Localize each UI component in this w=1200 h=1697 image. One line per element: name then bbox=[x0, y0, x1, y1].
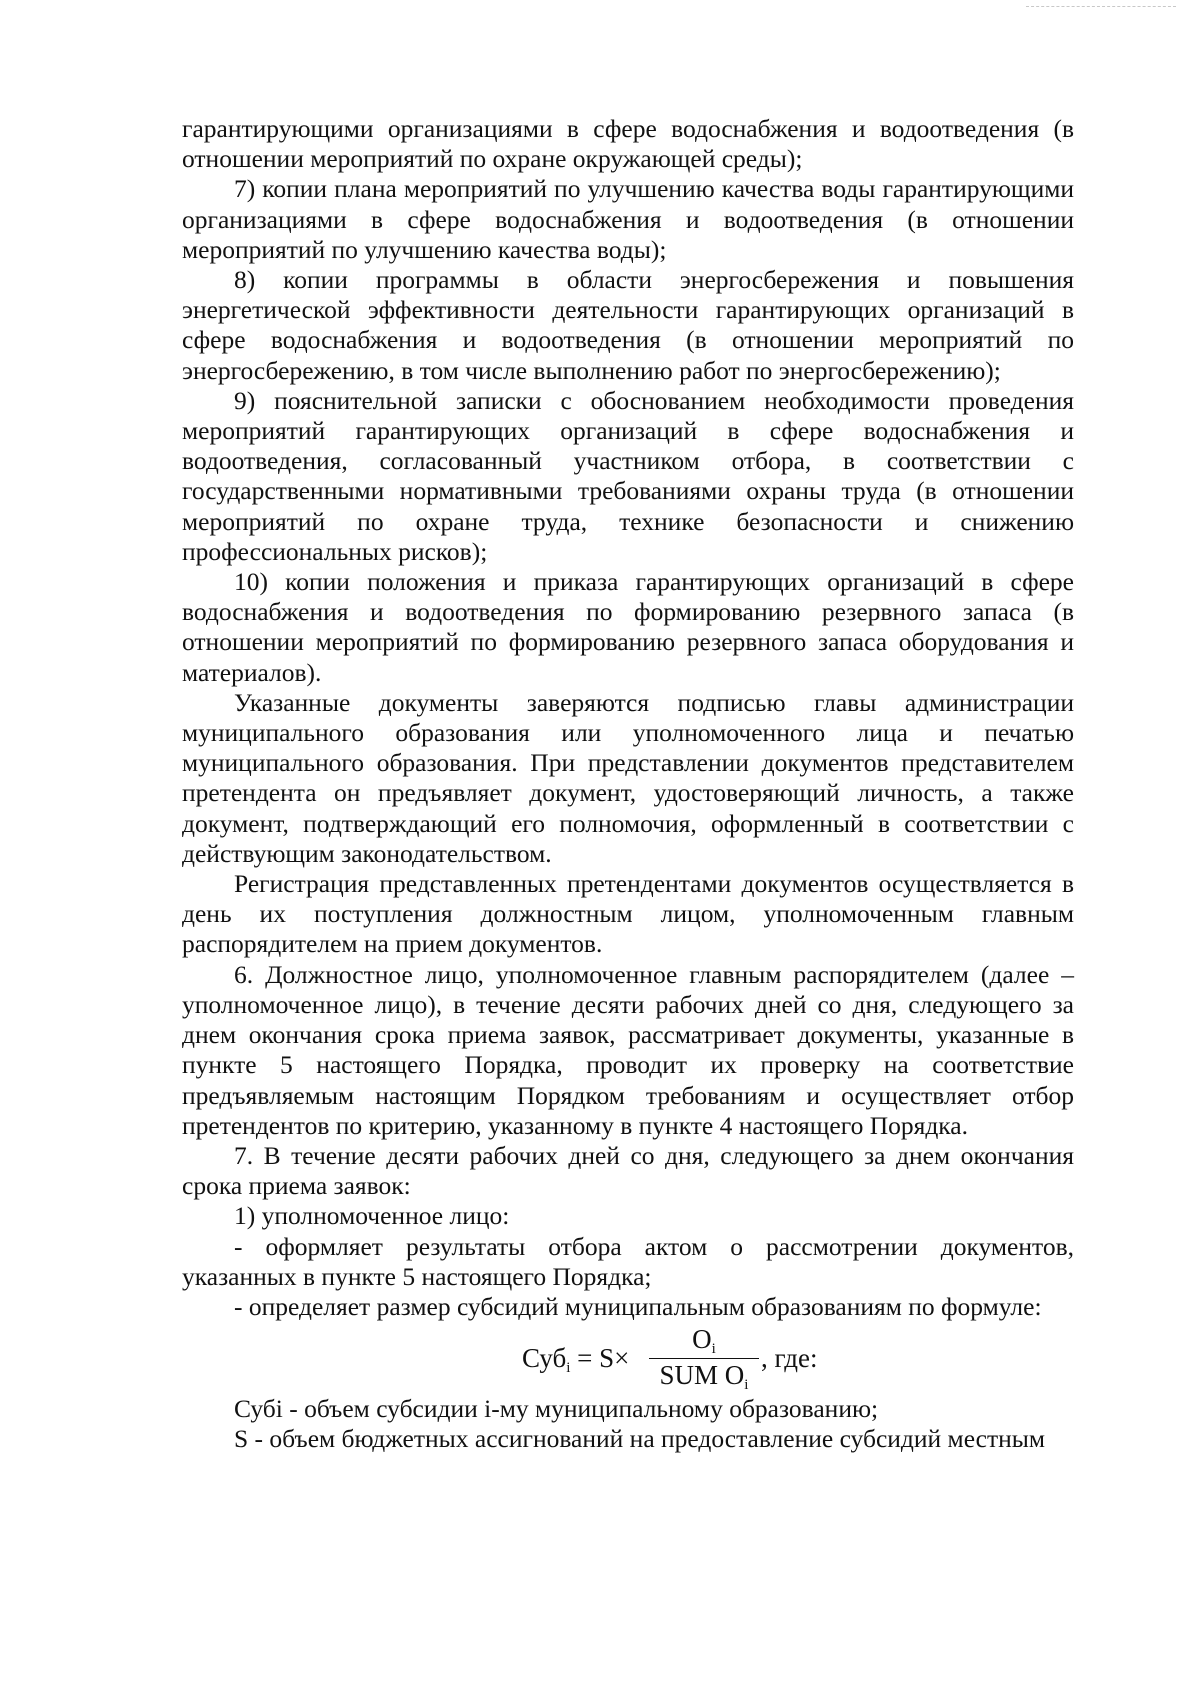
paragraph: Указанные документы заверяются подписью главы администрации муниципального образования или уполномоченного лица и печатью муниципального образования. При представлении документов представителем претендента он предъявляет документ, удостоверяющий личность, а также документ, подтверждающий его полномочия, оформленный в соответствии с действующим законодательством. bbox=[182, 687, 1074, 868]
formula-lhs bbox=[522, 1343, 630, 1377]
paragraph: Регистрация представленных претендентами документов осуществляется в день их поступления должностным лицом, уполномоченным главным распорядителем на прием документов. bbox=[182, 869, 1074, 959]
fraction-bar bbox=[649, 1358, 759, 1359]
paragraph: 1) уполномоченное лицо: bbox=[234, 1201, 510, 1231]
document-body bbox=[182, 114, 1074, 1455]
numerator-sub: i bbox=[711, 1341, 716, 1358]
paragraph: - оформляет результаты отбора актом о рассмотрении документов, указанных в пункте 5 настоящего Порядка; bbox=[182, 1231, 1074, 1291]
paragraph: 10) копии положения и приказа гарантирующих организаций в сфере водоснабжения и водоотведения по формированию резервного запаса (в отношении мероприятий по формированию резервного запаса оборудования и материалов). bbox=[182, 567, 1074, 687]
formula-operator: = S× bbox=[570, 1343, 630, 1374]
paragraph: 6. Должностное лицо, уполномоченное главным распорядителем (далее – уполномоченное лицо), в течение десяти рабочих дней со дня, следующего за днем окончания срока приема заявок, рассматривает документы, указанные в пункте 5 настоящего Порядка, проводит их проверку на соответствие предъявляемым настоящим Порядком требованиям и осуществляет отбор претендентов по критерию, указанному в пункте 4 настоящего Порядка. bbox=[182, 959, 1074, 1140]
numerator-main: O bbox=[692, 1324, 712, 1355]
paragraph: Субi - объем субсидии i-му муниципальному образованию; bbox=[234, 1394, 879, 1424]
paragraph: 9) пояснительной записки с обоснованием необходимости проведения мероприятий гарантирующих организаций в сфере водоснабжения и водоотведения, согласованный участником отбора, в соответствии с государственными нормативными требованиями охраны труда (в отношении мероприятий по охране труда, технике безопасности и снижению профессиональных рисков); bbox=[182, 385, 1074, 566]
paragraph: 7) копии плана мероприятий по улучшению качества воды гарантирующими организациями в сфере водоснабжения и водоотведения (в отношении мероприятий по улучшению качества воды); bbox=[182, 174, 1074, 264]
denominator-sub: i bbox=[744, 1377, 749, 1394]
paragraph: - определяет размер субсидий муниципальным образованиям по формуле: bbox=[234, 1291, 1042, 1321]
formula-numerator bbox=[649, 1324, 759, 1358]
paragraph: 8) копии программы в области энергосбережения и повышения энергетической эффективности деятельности гарантирующих организаций в сфере водоснабжения и водоотведения (в отношении мероприятий по энергосбережению, в том числе выполнению работ по энергосбережению); bbox=[182, 265, 1074, 385]
paragraph: гарантирующими организациями в сфере водоснабжения и водоотведения (в отношении мероприятий по охране окружающей среды); bbox=[182, 114, 1074, 174]
formula-suffix: , где: bbox=[761, 1343, 818, 1374]
paragraph: S - объем бюджетных ассигнований на предоставление субсидий местным bbox=[234, 1424, 1046, 1454]
formula-fraction bbox=[649, 1324, 759, 1392]
paragraph: 7. В течение десяти рабочих дней со дня, следующего за днем окончания срока приема заявок: bbox=[182, 1140, 1074, 1201]
formula-denominator bbox=[649, 1360, 759, 1394]
formula-lhs-sub: i bbox=[566, 1360, 571, 1377]
subsidy-formula bbox=[182, 1324, 1074, 1392]
formula-lhs-main: Суб bbox=[522, 1343, 567, 1374]
scan-edge-mark bbox=[1026, 6, 1176, 9]
denominator-main: SUM O bbox=[659, 1360, 745, 1391]
